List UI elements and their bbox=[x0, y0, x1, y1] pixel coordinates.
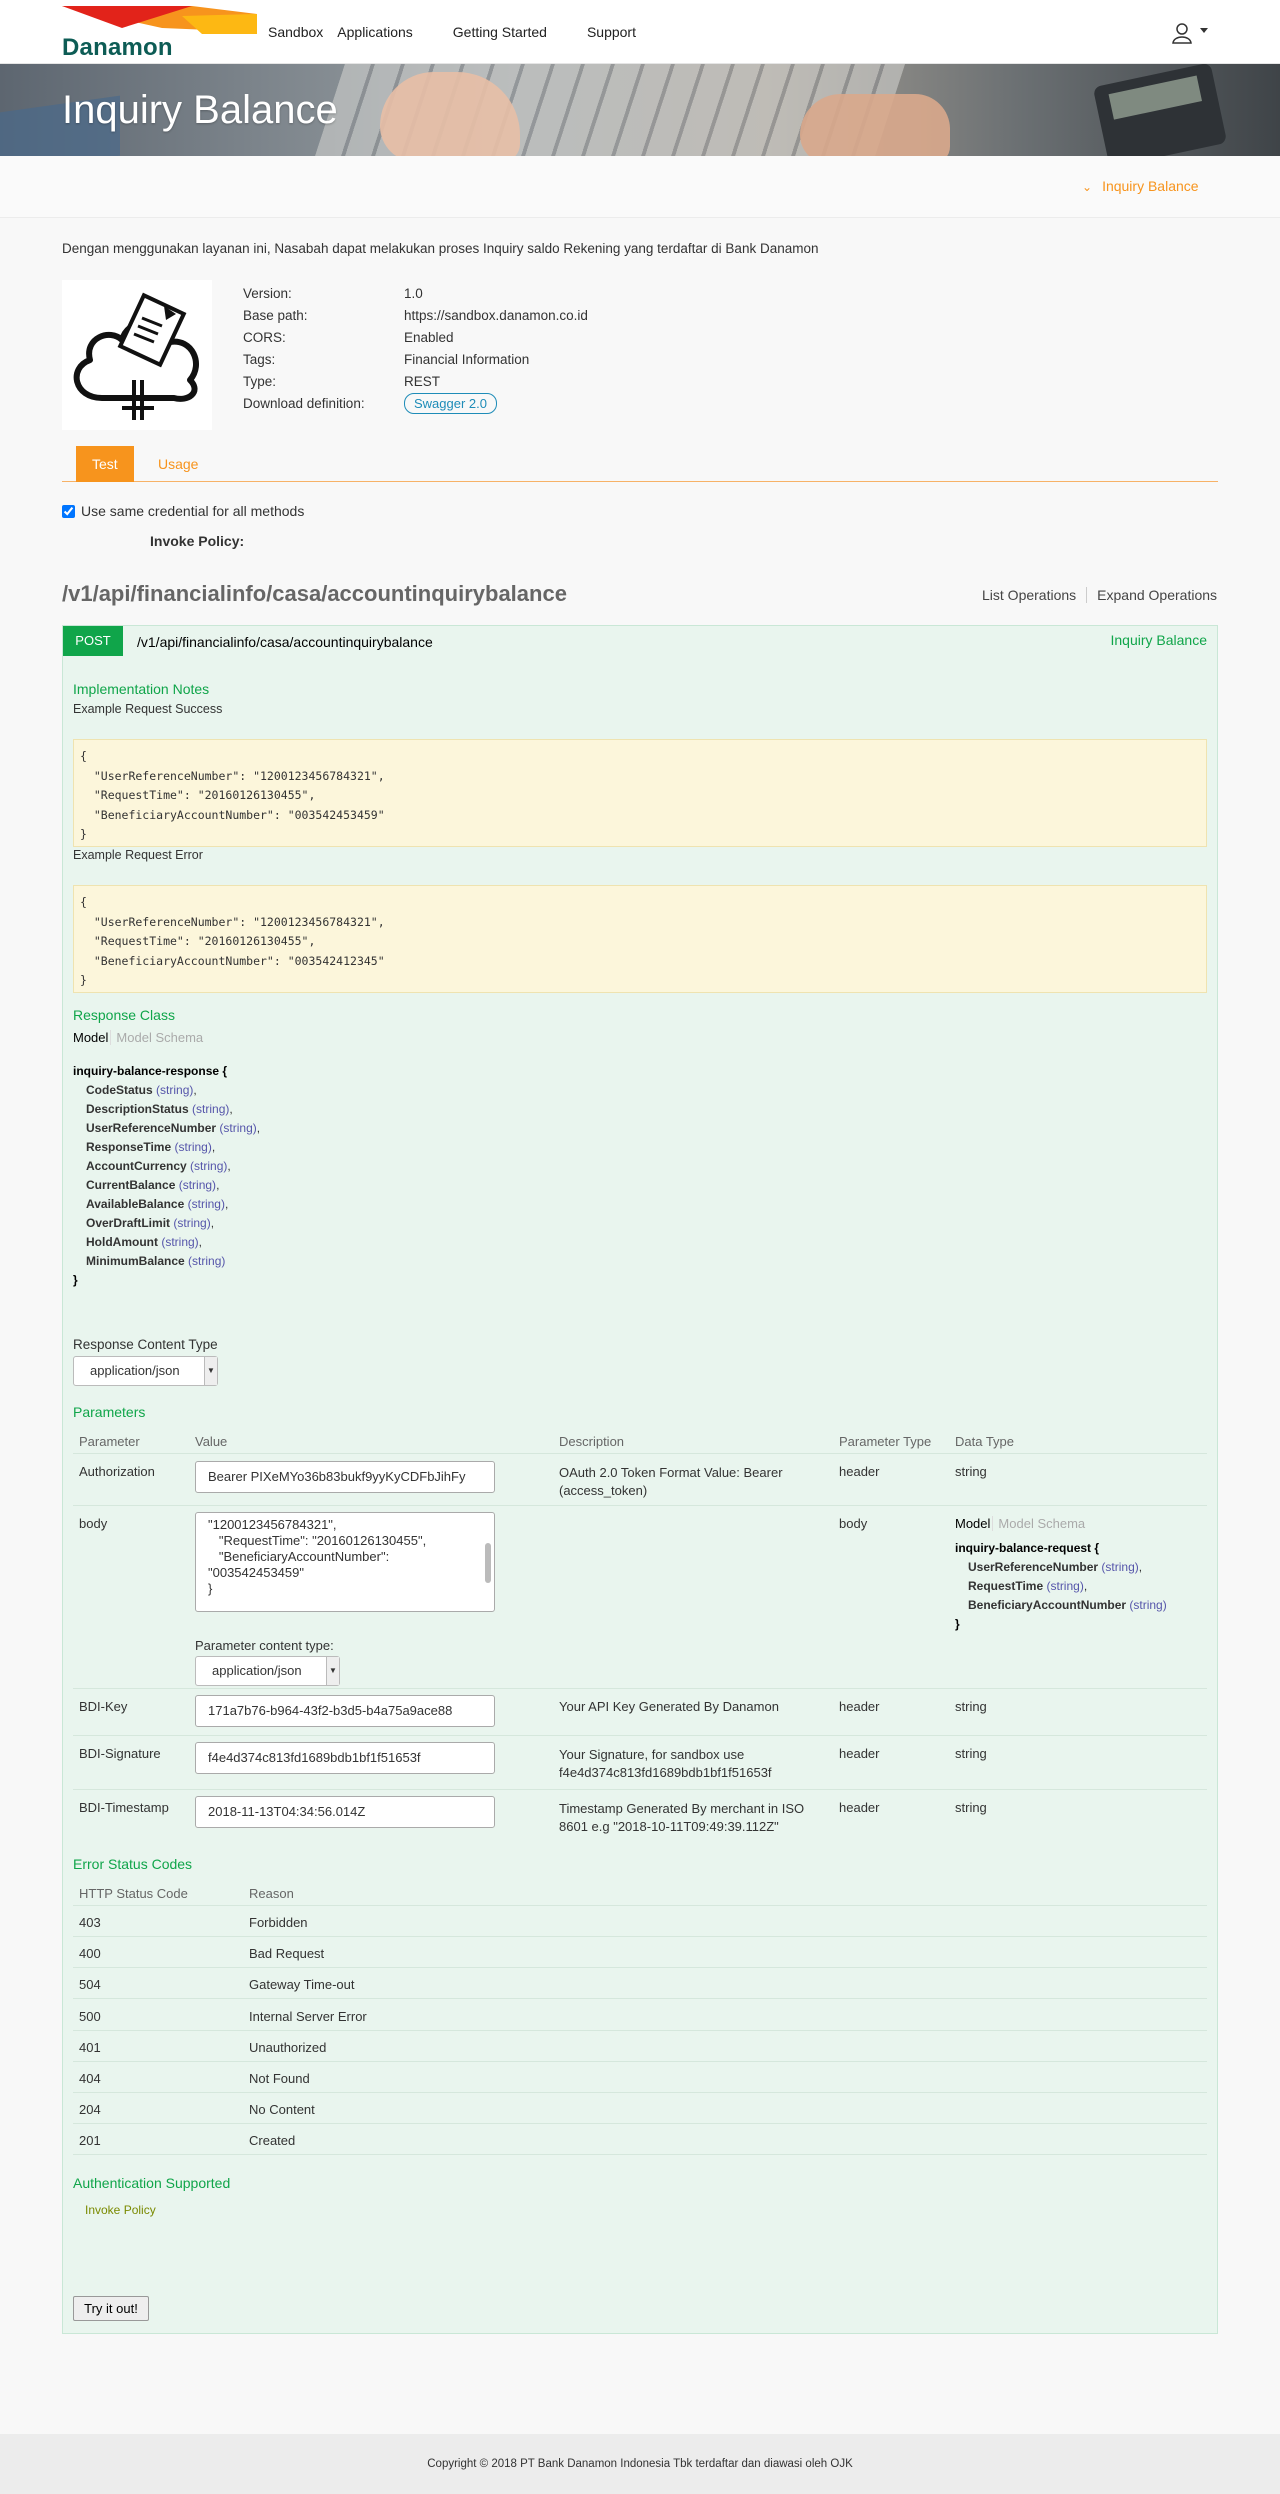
model-field-type: (string) bbox=[174, 1140, 212, 1154]
error-code: 401 bbox=[79, 2039, 101, 2055]
data-type: string bbox=[955, 1800, 987, 1815]
error-reason: Not Found bbox=[249, 2071, 310, 2086]
danamon-logo[interactable] bbox=[62, 6, 257, 61]
main-nav bbox=[268, 24, 660, 40]
param-row-bdi-signature bbox=[73, 1736, 1207, 1790]
model-field bbox=[86, 1195, 260, 1214]
param-description bbox=[559, 1464, 783, 1500]
download-label: Download definition: bbox=[243, 395, 365, 411]
error-code: 403 bbox=[79, 1915, 101, 1930]
api-description: Dengan menggunakan layanan ini, Nasabah dapat melakukan proses Inquiry saldo Rekening yang terdaftar di Bank Danamon bbox=[62, 241, 819, 256]
same-credential-checkbox[interactable] bbox=[62, 505, 75, 518]
select-arrow-icon: ▼ bbox=[204, 1357, 217, 1385]
param-description-line1: OAuth 2.0 Token Format Value: Bearer bbox=[559, 1465, 783, 1480]
basepath-value: https://sandbox.danamon.co.id bbox=[404, 307, 588, 323]
model-field-name: BeneficiaryAccountNumber bbox=[968, 1598, 1127, 1612]
model-field-type: (string) bbox=[187, 1197, 225, 1211]
model-field-separator: , bbox=[1138, 1560, 1143, 1574]
cors-value: Enabled bbox=[404, 329, 454, 345]
model-field-separator: , bbox=[198, 1235, 203, 1249]
param-type: body bbox=[839, 1516, 868, 1531]
error-code: 500 bbox=[79, 2008, 101, 2024]
response-schema-tab[interactable]: Model Schema bbox=[110, 1030, 203, 1045]
breadcrumb-dropdown[interactable] bbox=[1082, 178, 1199, 194]
model-field-name: CodeStatus bbox=[86, 1083, 153, 1097]
model-field-name: AccountCurrency bbox=[86, 1159, 187, 1173]
response-content-type-select[interactable] bbox=[73, 1356, 218, 1386]
http-method-badge[interactable]: POST bbox=[63, 626, 123, 656]
model-field-type: (string) bbox=[1046, 1579, 1084, 1593]
list-operations-link[interactable]: List Operations bbox=[982, 587, 1087, 603]
model-field-name: RequestTime bbox=[968, 1579, 1044, 1593]
error-code: 400 bbox=[79, 1946, 101, 1962]
param-type: header bbox=[839, 1800, 880, 1815]
data-type: string bbox=[955, 1464, 987, 1479]
hero-hand-right bbox=[800, 94, 950, 156]
model-field bbox=[86, 1252, 260, 1271]
model-field-type: (string) bbox=[1101, 1560, 1139, 1574]
hero-calculator bbox=[1093, 64, 1227, 156]
nav-sandbox[interactable]: Sandbox bbox=[268, 24, 324, 40]
param-type: header bbox=[839, 1699, 880, 1714]
body-textarea[interactable] bbox=[195, 1512, 495, 1612]
param-description bbox=[559, 1746, 772, 1782]
response-class-title: Response Class bbox=[73, 1007, 175, 1023]
param-description bbox=[559, 1800, 804, 1836]
error-row bbox=[73, 2062, 1207, 2093]
param-name: BDI-Signature bbox=[79, 1746, 161, 1761]
operation-header[interactable] bbox=[63, 626, 1217, 656]
operations-links bbox=[982, 587, 1217, 603]
logo-text: Danamon bbox=[62, 34, 173, 61]
bdi-signature-input[interactable]: f4e4d374c813fd1689bdb1bf1f51653f bbox=[195, 1742, 495, 1774]
request-error-code: { "UserReferenceNumber": "1200123456784321", "RequestTime": "20160126130455", "BeneficiaryAccountNumber": "003542412345" } bbox=[73, 885, 1207, 993]
response-model-name: inquiry-balance-response { bbox=[73, 1064, 228, 1078]
response-model-tabs bbox=[73, 1030, 203, 1045]
param-col-ptype: Parameter Type bbox=[839, 1434, 932, 1449]
param-description: Your API Key Generated By Danamon bbox=[559, 1699, 779, 1714]
response-content-type-label: Response Content Type bbox=[73, 1337, 218, 1352]
same-credential-option[interactable] bbox=[62, 503, 304, 519]
response-model-tab[interactable]: Model bbox=[73, 1030, 109, 1045]
model-field bbox=[968, 1558, 1167, 1577]
param-row-body bbox=[73, 1506, 1207, 1689]
try-it-out-button[interactable]: Try it out! bbox=[73, 2296, 149, 2321]
model-field bbox=[86, 1100, 260, 1119]
model-field-type: (string) bbox=[161, 1235, 199, 1249]
cors-label: CORS: bbox=[243, 329, 286, 345]
model-field bbox=[86, 1214, 260, 1233]
data-type: string bbox=[955, 1746, 987, 1761]
error-row bbox=[73, 2124, 1207, 2155]
model-field-name: AvailableBalance bbox=[86, 1197, 185, 1211]
operation-path[interactable]: /v1/api/financialinfo/casa/accountinquirybalance bbox=[137, 634, 433, 650]
version-label: Version: bbox=[243, 285, 292, 301]
model-field-separator: , bbox=[211, 1140, 216, 1154]
model-field bbox=[86, 1176, 260, 1195]
model-field-name: HoldAmount bbox=[86, 1235, 158, 1249]
model-field bbox=[86, 1081, 260, 1100]
model-field-separator: , bbox=[1083, 1579, 1088, 1593]
model-field-name: UserReferenceNumber bbox=[968, 1560, 1099, 1574]
model-field-name: UserReferenceNumber bbox=[86, 1121, 217, 1135]
parameters-header bbox=[73, 1426, 1207, 1454]
param-row-bdi-key bbox=[73, 1689, 1207, 1736]
model-field-separator: , bbox=[227, 1159, 231, 1173]
param-type: header bbox=[839, 1464, 880, 1479]
error-codes-title: Error Status Codes bbox=[73, 1856, 193, 1872]
model-field-type: (string) bbox=[178, 1178, 217, 1192]
error-code: 504 bbox=[79, 1977, 101, 1993]
error-reason: Internal Server Error bbox=[249, 2008, 367, 2024]
model-field-separator: , bbox=[229, 1102, 233, 1116]
error-row bbox=[73, 1937, 1207, 1968]
response-model-close: } bbox=[73, 1273, 78, 1287]
body-model-name: inquiry-balance-request { bbox=[955, 1541, 1100, 1555]
same-credential-label: Use same credential for all methods bbox=[81, 503, 305, 519]
textarea-scrollbar[interactable] bbox=[485, 1543, 491, 1583]
response-model-fields bbox=[73, 1081, 260, 1271]
error-reason: Gateway Time-out bbox=[249, 1977, 355, 1993]
model-field-separator: , bbox=[216, 1178, 220, 1192]
model-field-separator: , bbox=[224, 1197, 229, 1211]
body-schema-tab[interactable]: Model Schema bbox=[992, 1516, 1085, 1531]
api-icon bbox=[62, 280, 212, 430]
operation-summary[interactable]: Inquiry Balance bbox=[1110, 632, 1207, 648]
body-model-tabs bbox=[955, 1516, 1167, 1531]
resource-path-title[interactable]: /v1/api/financialinfo/casa/accountinquirybalance bbox=[62, 581, 567, 606]
param-name: BDI-Timestamp bbox=[79, 1800, 169, 1815]
model-field-type: (string) bbox=[190, 1159, 228, 1173]
breadcrumb-label: Inquiry Balance bbox=[1102, 178, 1199, 194]
param-content-type-label: Parameter content type: bbox=[195, 1638, 334, 1653]
error-col-code: HTTP Status Code bbox=[79, 1886, 188, 1901]
select-arrow-icon: ▼ bbox=[326, 1657, 339, 1685]
footer-copyright: Copyright © 2018 PT Bank Danamon Indonesia Tbk terdaftar dan diawasi oleh OJK bbox=[0, 2434, 1280, 2494]
model-field-type: (string) bbox=[173, 1216, 211, 1230]
param-row-bdi-timestamp bbox=[73, 1790, 1207, 1840]
body-model-close: } bbox=[955, 1617, 960, 1631]
nav-getting-started[interactable]: Getting Started bbox=[452, 24, 547, 40]
model-field-type: (string) bbox=[188, 1254, 226, 1268]
param-col-value: Value bbox=[195, 1434, 228, 1449]
model-field-type: (string) bbox=[156, 1083, 194, 1097]
param-description-line1: Your Signature, for sandbox use bbox=[559, 1747, 745, 1762]
error-code: 204 bbox=[79, 2102, 101, 2118]
model-field bbox=[968, 1596, 1167, 1615]
basepath-label: Base path: bbox=[243, 307, 308, 323]
version-value: 1.0 bbox=[404, 285, 423, 301]
error-reason: No Content bbox=[249, 2102, 315, 2118]
request-success-label: Example Request Success bbox=[73, 702, 223, 716]
error-code: 404 bbox=[79, 2071, 101, 2086]
body-model-tab[interactable]: Model bbox=[955, 1516, 991, 1531]
error-reason: Created bbox=[249, 2133, 296, 2149]
model-field-type: (string) bbox=[219, 1121, 257, 1135]
error-reason: Bad Request bbox=[249, 1946, 325, 1962]
hero-banner bbox=[0, 64, 1280, 156]
error-row bbox=[73, 2093, 1207, 2124]
authorization-input[interactable]: Bearer PIXeMYo36b83bukf9yyKyCDFbJihFy bbox=[195, 1461, 495, 1493]
param-description-line2: (access_token) bbox=[559, 1483, 648, 1498]
request-error-label: Example Request Error bbox=[73, 848, 203, 862]
api-info bbox=[243, 282, 588, 414]
model-field-separator: , bbox=[193, 1083, 197, 1097]
type-value: REST bbox=[404, 373, 441, 389]
model-field bbox=[86, 1157, 260, 1176]
tags-value: Financial Information bbox=[404, 351, 530, 367]
type-label: Type: bbox=[243, 373, 277, 389]
param-description-line2: f4e4d374c813fd1689bdb1bf1f51653f bbox=[559, 1765, 772, 1780]
page-title: Inquiry Balance bbox=[62, 88, 338, 132]
model-field-name: ResponseTime bbox=[86, 1140, 172, 1154]
param-col-description: Description bbox=[559, 1434, 625, 1449]
param-name: Authorization bbox=[79, 1464, 155, 1479]
param-content-type-value: application/json bbox=[212, 1663, 302, 1678]
model-field-name: DescriptionStatus bbox=[86, 1102, 189, 1116]
operation-panel bbox=[62, 625, 1218, 2334]
invoke-policy-link[interactable]: Invoke Policy bbox=[85, 2203, 156, 2217]
bdi-timestamp-input[interactable]: 2018-11-13T04:34:56.014Z bbox=[195, 1796, 495, 1828]
user-menu[interactable] bbox=[1172, 22, 1208, 44]
model-field-name: OverDraftLimit bbox=[86, 1216, 171, 1230]
bdi-key-input[interactable]: 171a7b76-b964-43f2-b3d5-b4a75a9ace88 bbox=[195, 1695, 495, 1727]
nav-applications[interactable]: Applications bbox=[337, 24, 413, 40]
param-col-parameter: Parameter bbox=[79, 1434, 140, 1449]
auth-supported-title: Authentication Supported bbox=[73, 2175, 231, 2191]
error-code: 201 bbox=[79, 2133, 101, 2149]
param-description-line1: Timestamp Generated By merchant in ISO bbox=[559, 1801, 805, 1816]
model-field bbox=[86, 1119, 260, 1138]
nav-support[interactable]: Support bbox=[586, 24, 636, 40]
invoke-policy-label: Invoke Policy: bbox=[150, 533, 245, 549]
response-model bbox=[73, 1062, 260, 1290]
model-field bbox=[86, 1233, 260, 1252]
param-content-type-select[interactable] bbox=[195, 1656, 340, 1686]
parameters-title: Parameters bbox=[73, 1404, 146, 1420]
model-field-separator: , bbox=[256, 1121, 261, 1135]
error-row bbox=[73, 2031, 1207, 2062]
cloud-document-icon bbox=[62, 280, 212, 430]
tab-bar bbox=[62, 446, 1218, 482]
chevron-down-icon: ⌄ bbox=[1082, 180, 1093, 194]
param-description-line2: 8601 e.g "2018-10-11T09:49:39.112Z" bbox=[559, 1819, 779, 1834]
data-type: string bbox=[955, 1699, 987, 1714]
model-field-separator: , bbox=[210, 1216, 215, 1230]
tab-usage[interactable]: Usage bbox=[158, 456, 199, 472]
param-name: BDI-Key bbox=[79, 1699, 128, 1714]
body-model bbox=[955, 1516, 1167, 1634]
model-field bbox=[968, 1577, 1167, 1596]
error-row bbox=[73, 2000, 1207, 2031]
param-col-dtype: Data Type bbox=[955, 1434, 1015, 1449]
top-navbar bbox=[0, 0, 1280, 64]
caret-down-icon bbox=[1200, 28, 1208, 34]
error-reason: Unauthorized bbox=[249, 2039, 327, 2055]
error-row bbox=[73, 1906, 1207, 1937]
model-field bbox=[86, 1138, 260, 1157]
breadcrumb-bar bbox=[0, 156, 1280, 218]
model-field-type: (string) bbox=[192, 1102, 230, 1116]
tab-test[interactable]: Test bbox=[76, 446, 134, 482]
body-model-content bbox=[955, 1539, 1167, 1634]
body-model-fields bbox=[955, 1558, 1167, 1615]
error-header bbox=[73, 1878, 1207, 1906]
implementation-notes-title: Implementation Notes bbox=[73, 681, 210, 697]
model-field-type: (string) bbox=[1129, 1598, 1167, 1612]
model-field-name: MinimumBalance bbox=[86, 1254, 185, 1268]
param-row-authorization bbox=[73, 1454, 1207, 1506]
param-type: header bbox=[839, 1746, 880, 1761]
response-content-type-value: application/json bbox=[90, 1363, 180, 1378]
request-success-code: { "UserReferenceNumber": "1200123456784321", "RequestTime": "20160126130455", "BeneficiaryAccountNumber": "003542453459" } bbox=[73, 739, 1207, 847]
error-reason: Forbidden bbox=[249, 1915, 308, 1930]
model-field-name: CurrentBalance bbox=[86, 1178, 176, 1192]
expand-operations-link[interactable]: Expand Operations bbox=[1097, 587, 1218, 603]
param-name: body bbox=[79, 1516, 108, 1531]
error-col-reason: Reason bbox=[249, 1886, 294, 1901]
swagger-download-button[interactable]: Swagger 2.0 bbox=[404, 393, 497, 414]
body-textarea-value: "1200123456784321", "RequestTime": "20160126130455", "BeneficiaryAccountNumber": "003542453459" } bbox=[208, 1517, 427, 1596]
error-row bbox=[73, 1968, 1207, 1999]
tags-label: Tags: bbox=[243, 351, 276, 367]
